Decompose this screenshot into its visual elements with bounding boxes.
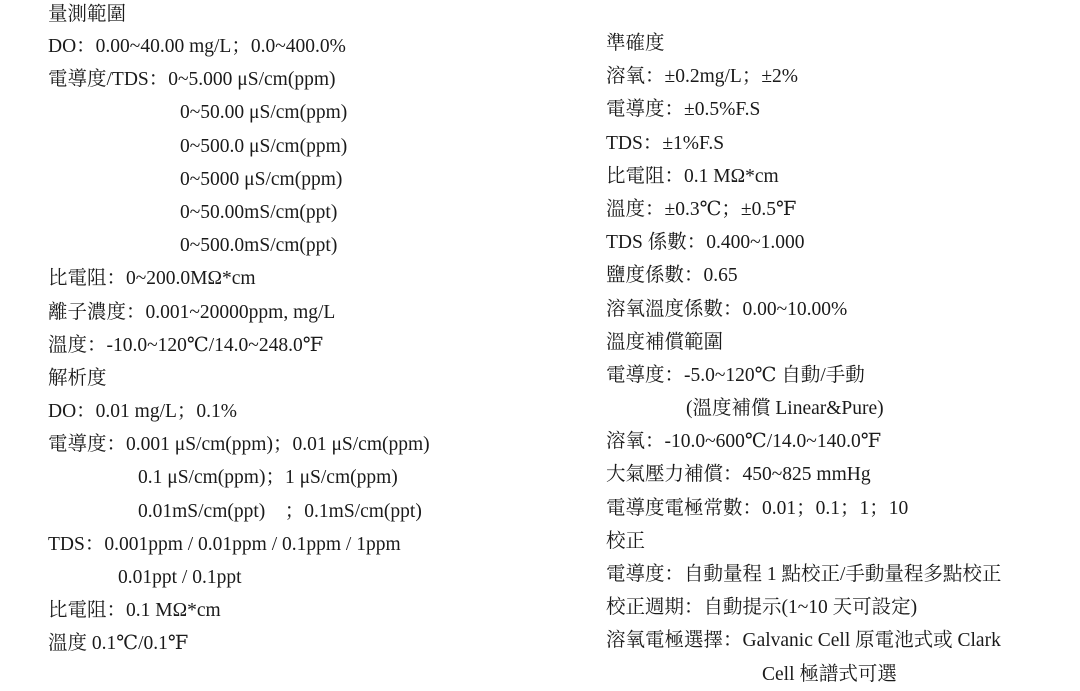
spec-line: TDS：0.001ppm / 0.01ppm / 0.1ppm / 1ppm [48,533,401,555]
spec-line: 電導度：0.001 μS/cm(ppm)；0.01 μS/cm(ppm) [48,434,430,456]
spec-line: Cell 極譜式可選 [762,663,897,685]
spec-line: 比電阻：0.1 MΩ*cm [48,600,221,622]
spec-line: 比電阻：0.1 MΩ*cm [606,165,779,187]
spec-line: (溫度補償 Linear&Pure) [686,398,884,420]
spec-line: 電導度：自動量程 1 點校正/手動量程多點校正 [606,564,1002,585]
spec-line: 溫度 0.1℃/0.1℉ [48,633,189,655]
spec-line: 溫度補償範圍 [606,331,724,353]
right-column [606,27,1076,691]
spec-line: 電導度：±0.5%F.S [606,99,761,121]
spec-line: 量測範圍 [48,4,127,25]
spec-line: 校正 [606,530,646,552]
spec-line: 0~5000 μS/cm(ppm) [180,168,343,190]
spec-line: 鹽度係數：0.65 [606,265,738,287]
spec-line: TDS：±1%F.S [606,132,725,154]
spec-line: 溶氧：±0.2mg/L；±2% [606,66,799,88]
spec-line: DO：0.00~40.00 mg/L；0.0~400.0% [48,36,346,57]
spec-line: 大氣壓力補償：450~825 mmHg [606,464,871,486]
spec-line: DO：0.01 mg/L；0.1% [48,401,238,423]
spec-line: 比電阻：0~200.0MΩ*cm [48,268,256,290]
spec-line: 0~500.0mS/cm(ppt) [180,235,338,257]
spec-line: 0~50.00 μS/cm(ppm) [180,102,348,124]
left-column [48,0,568,661]
spec-line: 離子濃度：0.001~20000ppm, mg/L [48,301,336,323]
spec-line: 溫度：-10.0~120℃/14.0~248.0℉ [48,334,324,356]
spec-line: 電導度電極常數：0.01；0.1；1；10 [606,497,909,519]
spec-line: 溶氧：-10.0~600℃/14.0~140.0℉ [606,431,882,453]
spec-line: 0.01mS/cm(ppt) ；0.1mS/cm(ppt) [138,500,422,522]
spec-line: 電導度/TDS：0~5.000 μS/cm(ppm) [48,69,336,91]
spec-line: TDS 係數：0.400~1.000 [606,232,805,254]
spec-line: 校正週期：自動提示(1~10 天可設定) [606,597,918,619]
spec-line: 準確度 [606,33,665,54]
spec-line: 解析度 [48,367,107,389]
spec-line: 溶氧電極選擇：Galvanic Cell 原電池式或 Clark [606,630,1001,652]
spec-line: 0~500.0 μS/cm(ppm) [180,135,348,157]
spec-line: 電導度：-5.0~120℃ 自動/手動 [606,364,865,386]
spec-line: 0~50.00mS/cm(ppt) [180,201,338,223]
spec-line: 溶氧溫度係數：0.00~10.00% [606,298,848,320]
spec-line: 0.01ppt / 0.1ppt [118,567,242,588]
spec-line: 0.1 μS/cm(ppm)；1 μS/cm(ppm) [138,467,398,489]
spec-line: 溫度：±0.3℃；±0.5℉ [606,198,797,220]
